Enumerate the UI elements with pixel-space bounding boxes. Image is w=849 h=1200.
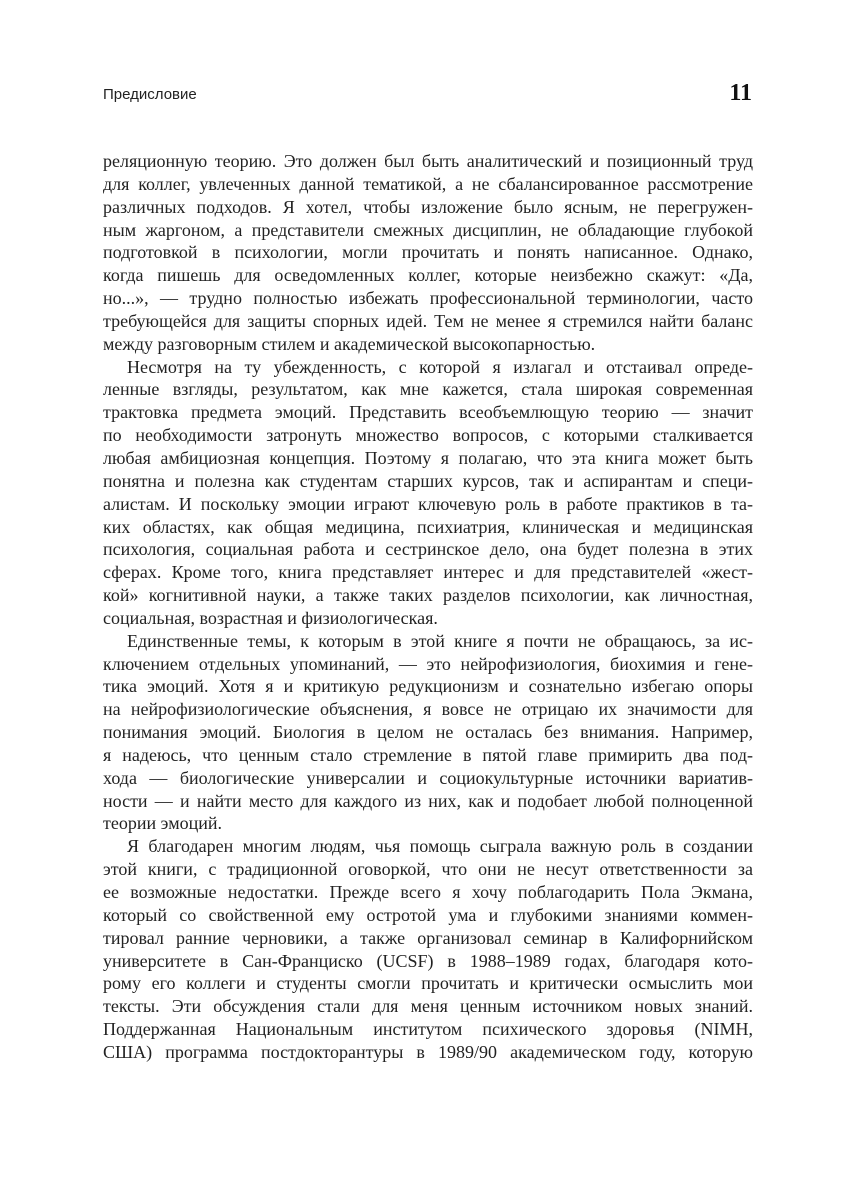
text-line: университете в Сан-Франциско (UCSF) в 1988–1989 годах, благодаря кото- [103,950,753,971]
text-line: ленные взгляды, результатом, как мне кажется, стала широкая современная [103,379,753,400]
text-line: для коллег, увлеченных данной тематикой, а не сбалансированное рассмотрение [103,173,753,194]
text-line: тика эмоций. Хотя я и критикую редукционизм и сознательно избегаю опоры [103,676,753,697]
text-line: реляционную теорию. Это должен был быть аналитический и позиционный труд [103,151,753,171]
text-line: любая амбициозная концепция. Поэтому я полагаю, что эта книга может быть [103,447,753,468]
text-line: ключением отдельных упоминаний, — это нейрофизиология, биохимия и гене- [103,653,753,674]
text-line: ности — и найти место для каждого из них, как и подобает любой полноценной [103,790,753,811]
text-line: хода — биологические универсалии и социокультурные источники вариатив- [103,767,753,788]
running-head-title: Предисловие [103,86,197,103]
text-line: Я благодарен многим людям, чья помощь сыграла важную роль в создании [127,836,753,857]
text-line: Единственные темы, к которым в этой книге я почти не обращаюсь, за ис- [127,630,753,651]
text-line: сферах. Кроме того, книга представляет интерес и для представителей «жест- [103,562,753,583]
text-line: ным жаргоном, а представители смежных дисциплин, не обладающие глубокой [103,219,753,240]
text-line: я надеюсь, что ценным стало стремление в пятой главе примирить два под- [103,744,753,765]
text-line: этой книги, с традиционной оговоркой, что они не несут ответственности за [103,859,753,880]
text-line: трактовка предмета эмоций. Представить всеобъемлющую теорию — значит [103,402,753,423]
text-line: по необходимости затронуть множество вопросов, с которыми сталкивается [103,425,753,446]
text-line: ее возможные недостатки. Прежде всего я хочу поблагодарить Пола Экмана, [103,882,753,902]
text-line: понимания эмоций. Биология в целом не осталась без внимания. Например, [103,722,753,743]
text-line: когда пишешь для осведомленных коллег, которые неизбежно скажут: «Да, [103,265,753,286]
text-line: Несмотря на ту убежденность, с которой я излагал и отстаивал опреде- [127,356,753,377]
text-line: рому его коллеги и студенты смогли прочитать и критически осмыслить мои [103,973,753,994]
text-line: понятна и полезна как студентам старших курсов, так и аспирантам и специ- [103,470,753,491]
paragraph [103,150,753,356]
text-line: алистам. И поскольку эмоции играют ключевую роль в работе практиков в та- [103,493,753,514]
text-line: между разговорным стилем и академической высокопарностью. [103,333,596,354]
text-line: который со свойственной ему остротой ума и глубокими знаниями коммен- [103,904,753,925]
text-line: требующейся для защиты спорных идей. Тем не менее я стремился найти баланс [103,310,753,331]
text-line: кой» когнитивной науки, а также таких разделов психологии, как личностная, [103,585,753,606]
text-line: ких областях, как общая медицина, психиатрия, клиническая и медицинская [103,516,753,537]
text-line: подготовкой в психологии, могли прочитать и понять написанное. Однако, [103,242,753,263]
body-text [103,150,753,1064]
paragraph [103,835,753,1063]
paragraph [103,630,753,836]
text-line: различных подходов. Я хотел, чтобы изложение было ясным, не перегружен- [103,196,753,217]
paragraph [103,356,753,630]
text-line: США) программа постдокторантуры в 1989/90 академическом году, которую [103,1041,753,1062]
text-line: тексты. Эти обсуждения стали для меня ценным источником новых знаний. [103,996,753,1017]
text-line: тировал ранние черновики, а также организовал семинар в Калифорнийском [103,927,753,948]
text-line: социальная, возрастная и физиологическая. [103,607,438,628]
text-line: психология, социальная работа и сестринское дело, она будет полезна в этих [103,539,753,560]
text-line: Поддержанная Национальным институтом психического здоровья (NIMH, [103,1019,753,1040]
text-line: на нейрофизиологические объяснения, я вовсе не отрицаю их значимости для [103,699,753,720]
text-line: но...», — трудно полностью избежать профессиональной терминологии, часто [103,288,753,309]
page-number: 11 [729,80,752,106]
text-line: теории эмоций. [103,813,222,834]
